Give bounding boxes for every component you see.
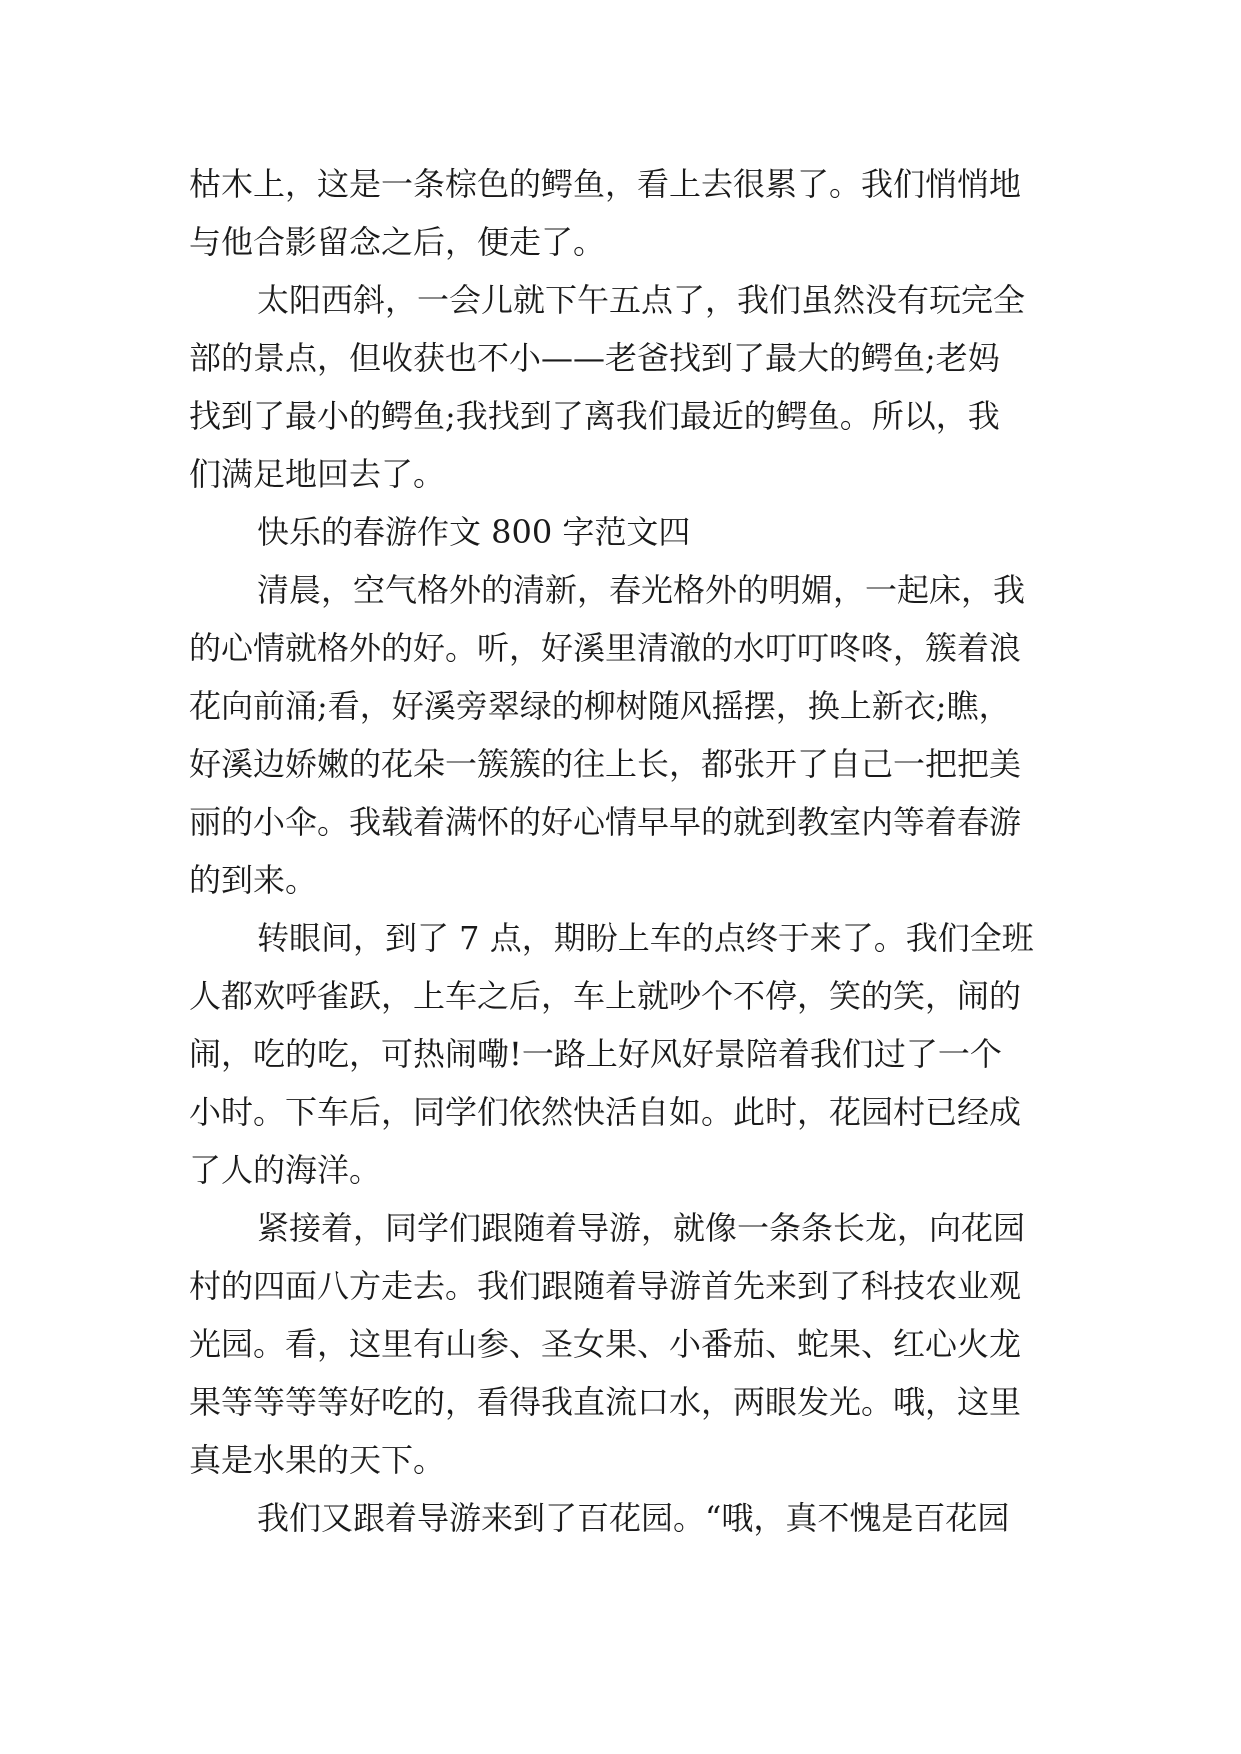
- text-line: 们满足地回去了。: [189, 455, 446, 493]
- text-line: 枯木上，这是一条棕色的鳄鱼，看上去很累了。我们悄悄地: [189, 165, 1022, 203]
- text-line: 光园。看，这里有山参、圣女果、小番茄、蛇果、红心火龙: [189, 1325, 1022, 1363]
- text-line: 的心情就格外的好。听，好溪里清澈的水叮叮咚咚，簇着浪: [189, 629, 1022, 667]
- text-line: 人都欢呼雀跃，上车之后，车上就吵个不停，笑的笑，闹的: [189, 977, 1022, 1015]
- text-line: 村的四面八方走去。我们跟随着导游首先来到了科技农业观: [189, 1267, 1022, 1305]
- text-line: 花向前涌;看，好溪旁翠绿的柳树随风摇摆，换上新衣;瞧，: [189, 687, 1011, 725]
- text-line: 的到来。: [189, 861, 318, 899]
- text-line: 真是水果的天下。: [189, 1441, 446, 1479]
- paragraph-start-line: 转眼间，到了 7 点，期盼上车的点终于来了。我们全班: [257, 919, 1034, 957]
- paragraph-start-line: 清晨，空气格外的清新，春光格外的明媚，一起床，我: [257, 571, 1026, 609]
- body-text: [189, 155, 1069, 1547]
- text-line: 找到了最小的鳄鱼;我找到了离我们最近的鳄鱼。所以，我: [189, 397, 1000, 435]
- section-heading: 快乐的春游作文 800 字范文四: [257, 513, 691, 551]
- text-line: 闹，吃的吃，可热闹嘞!一路上好风好景陪着我们过了一个: [189, 1035, 1002, 1073]
- paragraph-start-line: 太阳西斜，一会儿就下午五点了，我们虽然没有玩完全: [257, 281, 1026, 319]
- paragraph-start-line: 我们又跟着导游来到了百花园。“哦，真不愧是百花园: [257, 1499, 1010, 1537]
- text-line: 与他合影留念之后，便走了。: [189, 223, 606, 261]
- text-line: 好溪边娇嫩的花朵一簇簇的往上长，都张开了自己一把把美: [189, 745, 1022, 783]
- text-line: 果等等等等好吃的，看得我直流口水，两眼发光。哦，这里: [189, 1383, 1022, 1421]
- text-line: 了人的海洋。: [189, 1151, 382, 1189]
- text-line: 小时。下车后，同学们依然快活自如。此时，花园村已经成: [189, 1093, 1022, 1131]
- paragraph-start-line: 紧接着，同学们跟随着导游，就像一条条长龙，向花园: [257, 1209, 1026, 1247]
- text-line: 丽的小伞。我载着满怀的好心情早早的就到教室内等着春游: [189, 803, 1022, 841]
- text-line: 部的景点，但收获也不小——老爸找到了最大的鳄鱼;老妈: [189, 339, 1000, 377]
